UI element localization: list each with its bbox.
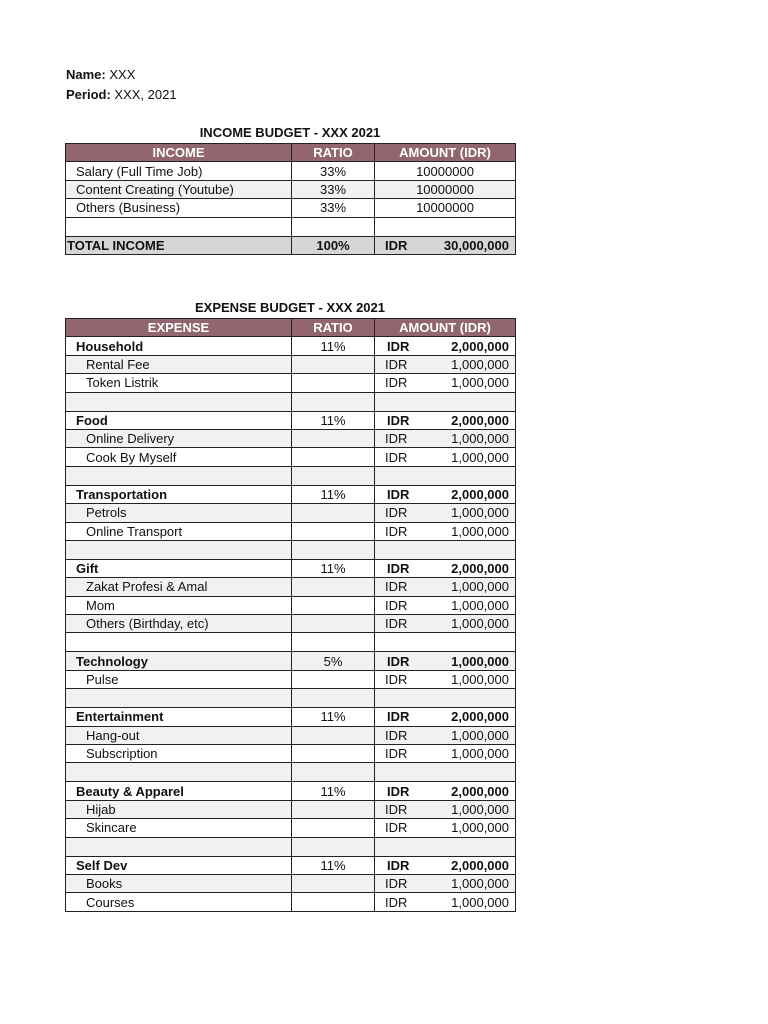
period-value: XXX, 2021 — [114, 87, 177, 102]
expense-blank-row — [66, 392, 516, 411]
expense-item-row — [66, 615, 516, 633]
currency-label: IDR — [387, 653, 410, 669]
expense-category-name: Beauty & Apparel — [66, 782, 292, 800]
expense-item-row — [66, 448, 516, 466]
period-line — [66, 87, 177, 102]
expense-category-name: Entertainment — [66, 708, 292, 726]
expense-category-ratio: 11% — [292, 337, 375, 355]
expense-category-amount-cell — [375, 782, 516, 800]
expense-category-ratio: 11% — [292, 856, 375, 874]
expense-item-name: Hang-out — [66, 726, 292, 744]
expense-category-ratio: 11% — [292, 708, 375, 726]
expense-category-amount: 2,000,000 — [451, 783, 509, 799]
expense-category-amount-cell — [375, 652, 516, 670]
expense-item-ratio — [292, 596, 375, 614]
currency-label: IDR — [385, 597, 408, 613]
income-row — [66, 162, 516, 180]
expense-category-row — [66, 856, 516, 874]
expense-category-name: Gift — [66, 559, 292, 577]
expense-category-name: Technology — [66, 652, 292, 670]
expense-blank-row — [66, 540, 516, 559]
expense-item-row — [66, 670, 516, 688]
expense-category-amount-cell — [375, 559, 516, 577]
expense-item-name: Rental Fee — [66, 355, 292, 373]
currency-label: IDR — [387, 338, 410, 354]
expense-item-row — [66, 800, 516, 818]
expense-item-ratio — [292, 893, 375, 911]
expense-item-amount: 1,000,000 — [451, 802, 509, 817]
currency-label: IDR — [385, 449, 408, 465]
expense-item-amount-cell — [375, 355, 516, 373]
expense-blank-row — [66, 466, 516, 485]
expense-item-amount-cell — [375, 893, 516, 911]
expense-category-amount-cell — [375, 856, 516, 874]
currency-label: IDR — [385, 523, 408, 539]
expense-category-name: Transportation — [66, 485, 292, 503]
name-value: XXX — [109, 67, 136, 82]
expense-item-amount-cell — [375, 819, 516, 837]
expense-item-amount: 1,000,000 — [451, 375, 509, 391]
expense-item-name: Petrols — [66, 504, 292, 522]
income-amount: 10000000 — [375, 180, 516, 198]
expense-item-row — [66, 745, 516, 763]
expense-item-name: Zakat Profesi & Amal — [66, 578, 292, 596]
expense-col-amount: AMOUNT (IDR) — [375, 319, 516, 337]
expense-item-amount: 1,000,000 — [451, 579, 509, 595]
expense-item-row — [66, 578, 516, 596]
income-header-row — [66, 144, 516, 162]
expense-item-ratio — [292, 578, 375, 596]
income-row — [66, 180, 516, 198]
expense-category-amount: 2,000,000 — [451, 338, 509, 354]
expense-item-row — [66, 355, 516, 373]
total-income-label: TOTAL INCOME — [66, 236, 292, 254]
expense-category-ratio: 5% — [292, 652, 375, 670]
expense-category-name: Food — [66, 411, 292, 429]
expense-item-amount: 1,000,000 — [451, 746, 509, 762]
expense-item-ratio — [292, 374, 375, 392]
expense-category-row — [66, 782, 516, 800]
income-blank-row — [66, 217, 516, 236]
expense-header-row — [66, 319, 516, 337]
currency-label: IDR — [385, 746, 408, 762]
income-col-amount: AMOUNT (IDR) — [375, 144, 516, 162]
total-income-amount-cell — [375, 236, 516, 254]
expense-item-amount: 1,000,000 — [451, 523, 509, 539]
expense-item-name: Skincare — [66, 819, 292, 837]
expense-item-amount-cell — [375, 429, 516, 447]
expense-item-amount: 1,000,000 — [451, 597, 509, 613]
expense-item-row — [66, 893, 516, 911]
currency-label: IDR — [387, 709, 410, 725]
expense-category-amount-cell — [375, 337, 516, 355]
currency-label: IDR — [385, 356, 408, 372]
expense-category-ratio: 11% — [292, 485, 375, 503]
income-name: Salary (Full Time Job) — [66, 162, 292, 180]
expense-item-amount-cell — [375, 726, 516, 744]
expense-item-amount: 1,000,000 — [451, 505, 509, 521]
currency-label: IDR — [387, 857, 410, 873]
expense-item-amount-cell — [375, 504, 516, 522]
expense-category-amount-cell — [375, 708, 516, 726]
expense-item-name: Online Transport — [66, 522, 292, 540]
expense-category-ratio: 11% — [292, 411, 375, 429]
expense-item-amount: 1,000,000 — [451, 727, 509, 743]
income-ratio: 33% — [292, 162, 375, 180]
currency-label: IDR — [385, 616, 408, 632]
expense-item-amount-cell — [375, 578, 516, 596]
expense-category-name: Self Dev — [66, 856, 292, 874]
expense-category-row — [66, 559, 516, 577]
expense-item-ratio — [292, 819, 375, 837]
expense-item-row — [66, 596, 516, 614]
expense-caption: EXPENSE BUDGET - XXX 2021 — [194, 300, 385, 315]
expense-category-amount: 2,000,000 — [451, 486, 509, 502]
expense-category-row — [66, 337, 516, 355]
income-caption: INCOME BUDGET - XXX 2021 — [199, 125, 381, 140]
expense-item-amount-cell — [375, 670, 516, 688]
currency-label: IDR — [385, 375, 408, 391]
expense-category-ratio: 11% — [292, 559, 375, 577]
currency-label: IDR — [385, 894, 408, 910]
expense-blank-row — [66, 689, 516, 708]
income-col-ratio: RATIO — [292, 144, 375, 162]
currency-label: IDR — [385, 579, 408, 595]
expense-item-ratio — [292, 745, 375, 763]
expense-item-amount: 1,000,000 — [451, 616, 509, 632]
expense-item-ratio — [292, 522, 375, 540]
income-amount: 10000000 — [375, 199, 516, 217]
currency-label: IDR — [387, 412, 410, 428]
expense-item-name: Token Listrik — [66, 374, 292, 392]
expense-item-amount-cell — [375, 522, 516, 540]
expense-item-row — [66, 819, 516, 837]
income-ratio: 33% — [292, 199, 375, 217]
expense-item-amount: 1,000,000 — [451, 876, 509, 892]
expense-category-row — [66, 652, 516, 670]
expense-item-amount-cell — [375, 615, 516, 633]
expense-item-name: Hijab — [66, 800, 292, 818]
expense-item-row — [66, 726, 516, 744]
expense-item-amount: 1,000,000 — [451, 672, 509, 688]
income-total-row — [66, 236, 516, 254]
expense-item-amount-cell — [375, 448, 516, 466]
expense-col-ratio: RATIO — [292, 319, 375, 337]
expense-item-name: Pulse — [66, 670, 292, 688]
expense-category-amount: 1,000,000 — [451, 653, 509, 669]
expense-blank-row — [66, 763, 516, 782]
expense-category-amount-cell — [375, 411, 516, 429]
expense-item-ratio — [292, 429, 375, 447]
expense-item-amount-cell — [375, 800, 516, 818]
expense-item-row — [66, 504, 516, 522]
expense-col-name: EXPENSE — [66, 319, 292, 337]
expense-item-ratio — [292, 504, 375, 522]
expense-item-amount-cell — [375, 745, 516, 763]
currency-label: IDR — [385, 820, 408, 836]
total-income-ratio: 100% — [292, 236, 375, 254]
expense-item-row — [66, 374, 516, 392]
expense-category-amount: 2,000,000 — [451, 709, 509, 725]
expense-item-amount-cell — [375, 374, 516, 392]
expense-item-name: Online Delivery — [66, 429, 292, 447]
expense-category-row — [66, 411, 516, 429]
expense-category-amount: 2,000,000 — [451, 561, 509, 577]
expense-item-ratio — [292, 448, 375, 466]
expense-item-name: Others (Birthday, etc) — [66, 615, 292, 633]
name-label: Name: — [66, 67, 106, 82]
income-amount: 10000000 — [375, 162, 516, 180]
currency-label: IDR — [385, 802, 408, 817]
income-col-name: INCOME — [66, 144, 292, 162]
income-table — [65, 143, 516, 255]
expense-category-amount: 2,000,000 — [451, 857, 509, 873]
expense-item-ratio — [292, 874, 375, 892]
total-income-amount: 30,000,000 — [443, 237, 509, 253]
currency-label: IDR — [385, 727, 408, 743]
currency-label: IDR — [385, 672, 408, 688]
expense-item-amount: 1,000,000 — [451, 894, 509, 910]
expense-item-ratio — [292, 726, 375, 744]
expense-category-amount-cell — [375, 485, 516, 503]
expense-body — [66, 337, 516, 911]
expense-item-amount: 1,000,000 — [451, 449, 509, 465]
expense-category-row — [66, 708, 516, 726]
name-line — [66, 67, 135, 82]
expense-item-name: Cook By Myself — [66, 448, 292, 466]
expense-item-ratio — [292, 800, 375, 818]
currency-label: IDR — [387, 561, 410, 577]
currency-label: IDR — [387, 486, 410, 502]
expense-item-ratio — [292, 355, 375, 373]
expense-category-row — [66, 485, 516, 503]
expense-item-name: Books — [66, 874, 292, 892]
expense-category-ratio: 11% — [292, 782, 375, 800]
period-label: Period: — [66, 87, 111, 102]
expense-item-amount-cell — [375, 596, 516, 614]
expense-item-row — [66, 522, 516, 540]
expense-item-name: Mom — [66, 596, 292, 614]
expense-item-amount: 1,000,000 — [451, 356, 509, 372]
expense-blank-row — [66, 837, 516, 856]
expense-category-name: Household — [66, 337, 292, 355]
expense-item-amount-cell — [375, 874, 516, 892]
income-name: Content Creating (Youtube) — [66, 180, 292, 198]
expense-blank-row — [66, 633, 516, 652]
currency-label: IDR — [385, 505, 408, 521]
expense-item-amount: 1,000,000 — [451, 431, 509, 447]
currency-label: IDR — [385, 876, 408, 892]
expense-category-amount: 2,000,000 — [451, 412, 509, 428]
income-name: Others (Business) — [66, 199, 292, 217]
currency-label: IDR — [387, 783, 410, 799]
expense-item-ratio — [292, 670, 375, 688]
expense-item-name: Subscription — [66, 745, 292, 763]
expense-item-row — [66, 874, 516, 892]
expense-item-name: Courses — [66, 893, 292, 911]
expense-table — [65, 318, 516, 912]
total-income-currency: IDR — [385, 237, 408, 253]
expense-item-row — [66, 429, 516, 447]
expense-item-amount: 1,000,000 — [451, 820, 509, 836]
income-ratio: 33% — [292, 180, 375, 198]
currency-label: IDR — [385, 431, 408, 447]
income-row — [66, 199, 516, 217]
expense-item-ratio — [292, 615, 375, 633]
